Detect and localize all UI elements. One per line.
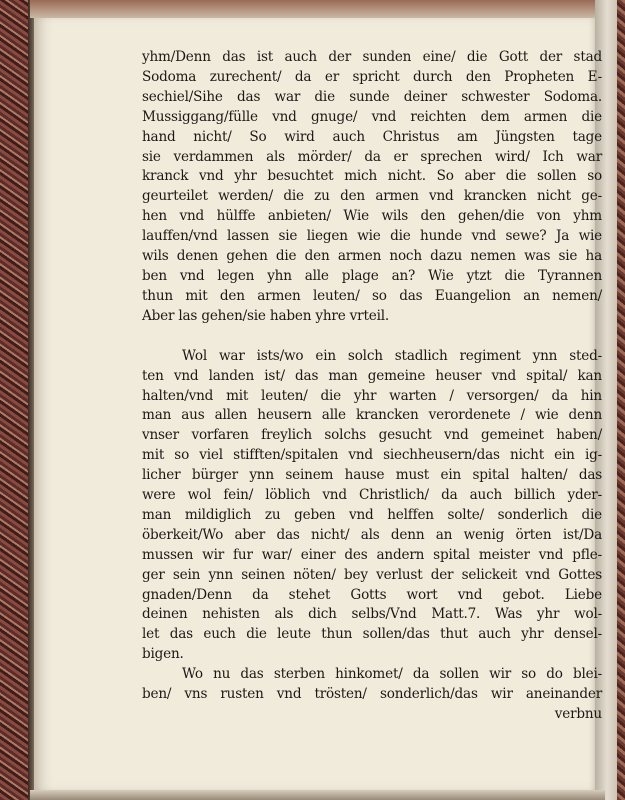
text-line: man mildiglich zu geben vnd helffen solte/ sonderlich die bbox=[142, 506, 602, 523]
text-line: kranck vnd yhr besuchtet mich nicht. So aber die sollen so bbox=[142, 168, 602, 185]
text-line: Wo nu das sterben hinkomet/ da sollen wir so do blei- bbox=[182, 666, 602, 683]
text-line: ger sein ynn seinen nöten/ bey verlust der selickeit vnd Gottes bbox=[142, 566, 602, 583]
book-binding bbox=[0, 0, 34, 800]
paragraph-1 bbox=[142, 48, 602, 327]
text-line: man aus allen heusern alle krancken verordenete / wie denn bbox=[142, 407, 602, 424]
page-bottom-edge bbox=[30, 790, 605, 800]
text-line: Aber las gehen/sie haben yhre vrteil. bbox=[142, 307, 389, 324]
page-text bbox=[142, 48, 602, 725]
text-line: ten vnd landen ist/ das man gemeine heuser vnd spital/ kan bbox=[142, 367, 602, 384]
text-line: deinen nehisten als dich selbs/Vnd Matt.7. Was yhr wol- bbox=[142, 606, 602, 623]
text-line: öberkeit/Wo aber das nicht/ als denn an wenig örten ist/Da bbox=[142, 526, 602, 543]
text-line: ben vnd legen yhn alle plage an? Wie ytzt die Tyrannen bbox=[142, 267, 602, 284]
text-line: let das euch die leute thun sollen/das thut auch yhr densel- bbox=[142, 626, 602, 643]
text-line: yhm/Denn das ist auch der sunden eine/ die Gott der stad bbox=[142, 49, 602, 65]
text-line: gnaden/Denn da stehet Gotts wort vnd gebot. Liebe bbox=[142, 586, 602, 603]
text-line: mit so viel stifften/spitalen vnd siechheusern/das nicht ein ig- bbox=[142, 447, 602, 464]
text-line: ben/ vns rusten vnd trösten/ sonderlich/das wir aneinander bbox=[142, 686, 602, 703]
text-line: geurteilet werden/ die zu den armen vnd krancken nicht ge- bbox=[142, 188, 602, 205]
text-line: bigen. bbox=[142, 646, 184, 663]
text-line: hen vnd hülffe anbieten/ Wie wils den gehen/die von yhm bbox=[142, 208, 602, 225]
text-line: Mussiggang/fülle vnd gnuge/ vnd reichten dem armen die bbox=[142, 108, 602, 125]
text-line: Sodoma zurechent/ da er spricht durch den Propheten E- bbox=[142, 68, 602, 85]
text-line: thun mit den armen leuten/ so das Euangelion an nemen/ bbox=[142, 287, 602, 304]
text-line: wils denen gehen die den armen noch dazu nemen was sie ha bbox=[142, 248, 602, 265]
paragraph-3 bbox=[142, 665, 602, 705]
text-line: sie verdammen als mörder/ da er sprechen wird/ Ich war bbox=[142, 148, 602, 165]
catchword: verbnu bbox=[554, 706, 602, 722]
text-line: halten/vnd mit leuten/ die yhr warten / versorgen/ da hin bbox=[142, 387, 602, 404]
paragraph-2 bbox=[142, 347, 602, 666]
text-line: vnser vorfaren freylich solchs gesucht vnd gemeinet haben/ bbox=[142, 427, 602, 444]
text-line: mussen wir fur war/ einer des andern spital meister vnd pfle- bbox=[142, 546, 602, 563]
text-line: were wol fein/ löblich vnd Christlich/ da auch billich yder- bbox=[142, 487, 602, 504]
text-line: licher bürger ynn seinem hause must ein spital halten/ das bbox=[142, 467, 602, 484]
page-top-edge bbox=[30, 0, 605, 18]
book-page bbox=[34, 18, 602, 790]
text-line: lauffen/vnd lassen sie liegen wie die hunde vnd sewe? Ja wie bbox=[142, 228, 602, 245]
text-line: Wol war ists/wo ein solch stadlich regiment ynn sted- bbox=[182, 347, 602, 364]
text-line: sechiel/Sihe das war die sunde deiner schwester Sodoma. bbox=[142, 88, 602, 105]
text-line: hand nicht/ So wird auch Christus am Jüngsten tage bbox=[142, 128, 602, 145]
